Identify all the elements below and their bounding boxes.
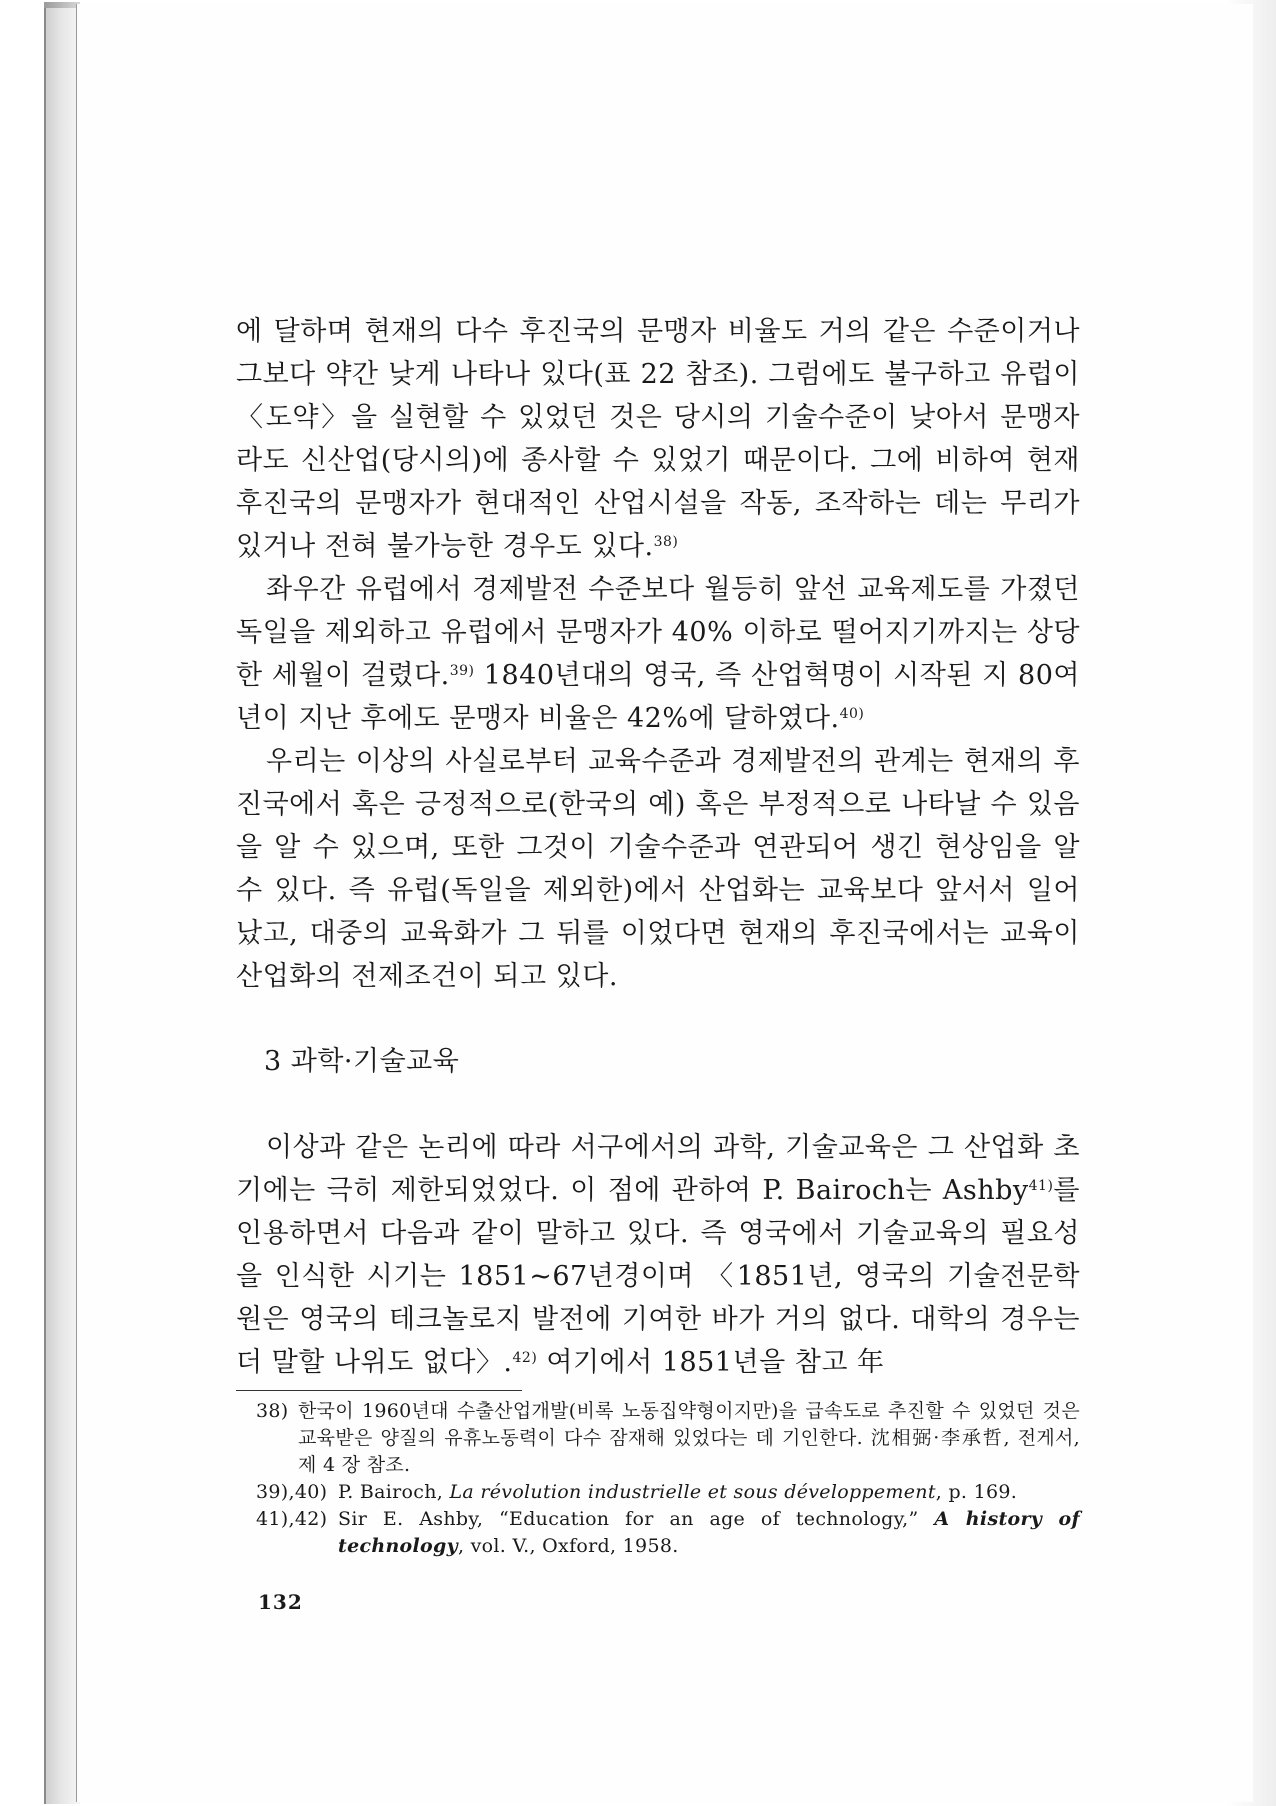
footnote-number: 41),42)	[256, 1508, 328, 1530]
footnote-number: 38)	[256, 1400, 289, 1422]
footnotes	[256, 1398, 1080, 1560]
footnote-ref-38[interactable]: 38)	[653, 534, 679, 550]
footnote-38: 38) 한국이 1960년대 수출산업개발(비록 노동집약형이지만)을 급속도로 추진할 수 있었던 것은 교육받은 양질의 유휴노동력이 다수 잠재해 있었다는 데 기인한다. 沈相弼·李承哲, 전게서, 제 4 장 참조.	[256, 1400, 1080, 1476]
page-number: 132	[258, 1590, 303, 1614]
paragraph-3: 우리는 이상의 사실로부터 교육수준과 경제발전의 관계는 현재의 후진국에서 혹은 긍정적으로(한국의 예) 혹은 부정적으로 나타날 수 있음을 알 수 있으며, 또한 그것이 기술수준과 연관되어 생긴 현상임을 알 수 있다. 즉 유럽(독일을 제외한)에서 산업화는 교육보다 앞서서 일어났고, 대중의 교육화가 그 뒤를 이었다면 현재의 후진국에서는 교육이 산업화의 전제조건이 되고 있다.	[236, 746, 1080, 992]
paragraph-2: 좌우간 유럽에서 경제발전 수준보다 월등히 앞선 교육제도를 가졌던 독일을 제외하고 유럽에서 문맹자가 40% 이하로 떨어지기까지는 상당한 세월이 걸렸다.$^{39)}$ 1840년대의 영국, 즉 산업혁명이 시작된 지 80여년이 지난 후에도 문맹자 비율은 42%에 달하였다.$^{40)}$	[236, 574, 1080, 734]
footnote-number: 39),40)	[256, 1481, 328, 1503]
section-heading: 3 과학·기술교육	[264, 1046, 460, 1077]
footnote-ref-40[interactable]: 40)	[839, 706, 865, 722]
body-text	[236, 310, 1080, 1384]
footnote-ref-39[interactable]: 39)	[449, 663, 475, 679]
footnote-39-40: 39),40) P. Bairoch, La révolution industrielle et sous développement, p. 169.	[256, 1479, 1080, 1506]
footnote-41-42: 41),42) Sir E. Ashby, “Education for an age of technology,” A history of technology, vol. V., Oxford, 1958.	[256, 1508, 1080, 1557]
paragraph-1: 에 달하며 현재의 다수 후진국의 문맹자 비율도 거의 같은 수준이거나 그보다 약간 낮게 나타나 있다(표 22 참조). 그럼에도 불구하고 유럽이 〈도약〉을 실현할 수 있었던 것은 당시의 기술수준이 낮아서 문맹자라도 신산업(당시의)에 종사할 수 있었기 때문이다. 그에 비하여 현재 후진국의 문맹자가 현대적인 산업시설을 작동, 조작하는 데는 무리가 있거나 전혀 불가능한 경우도 있다.$^{38)}$	[236, 316, 1080, 562]
footnote-divider	[236, 1390, 522, 1391]
footnote-ref-41[interactable]: 41)	[1028, 1178, 1054, 1194]
book-spine-edge	[44, 2, 80, 1804]
paragraph-4: 이상과 같은 논리에 따라 서구에서의 과학, 기술교육은 그 산업화 초기에는 극히 제한되었었다. 이 점에 관하여 P. Bairoch는 Ashby$^{41)}$를 인용하면서 다음과 같이 말하고 있다. 즉 영국에서 기술교육의 필요성을 인식한 시기는 1851~67년경이며 〈1851년, 영국의 기술전문학원은 영국의 테크놀로지 발전에 기여한 바가 거의 없다. 대학의 경우는 더 말할 나위도 없다〉.$^{42)}$ 여기에서 1851년을 참고 年	[236, 1132, 1080, 1378]
footnote-ref-42[interactable]: 42)	[512, 1350, 538, 1366]
